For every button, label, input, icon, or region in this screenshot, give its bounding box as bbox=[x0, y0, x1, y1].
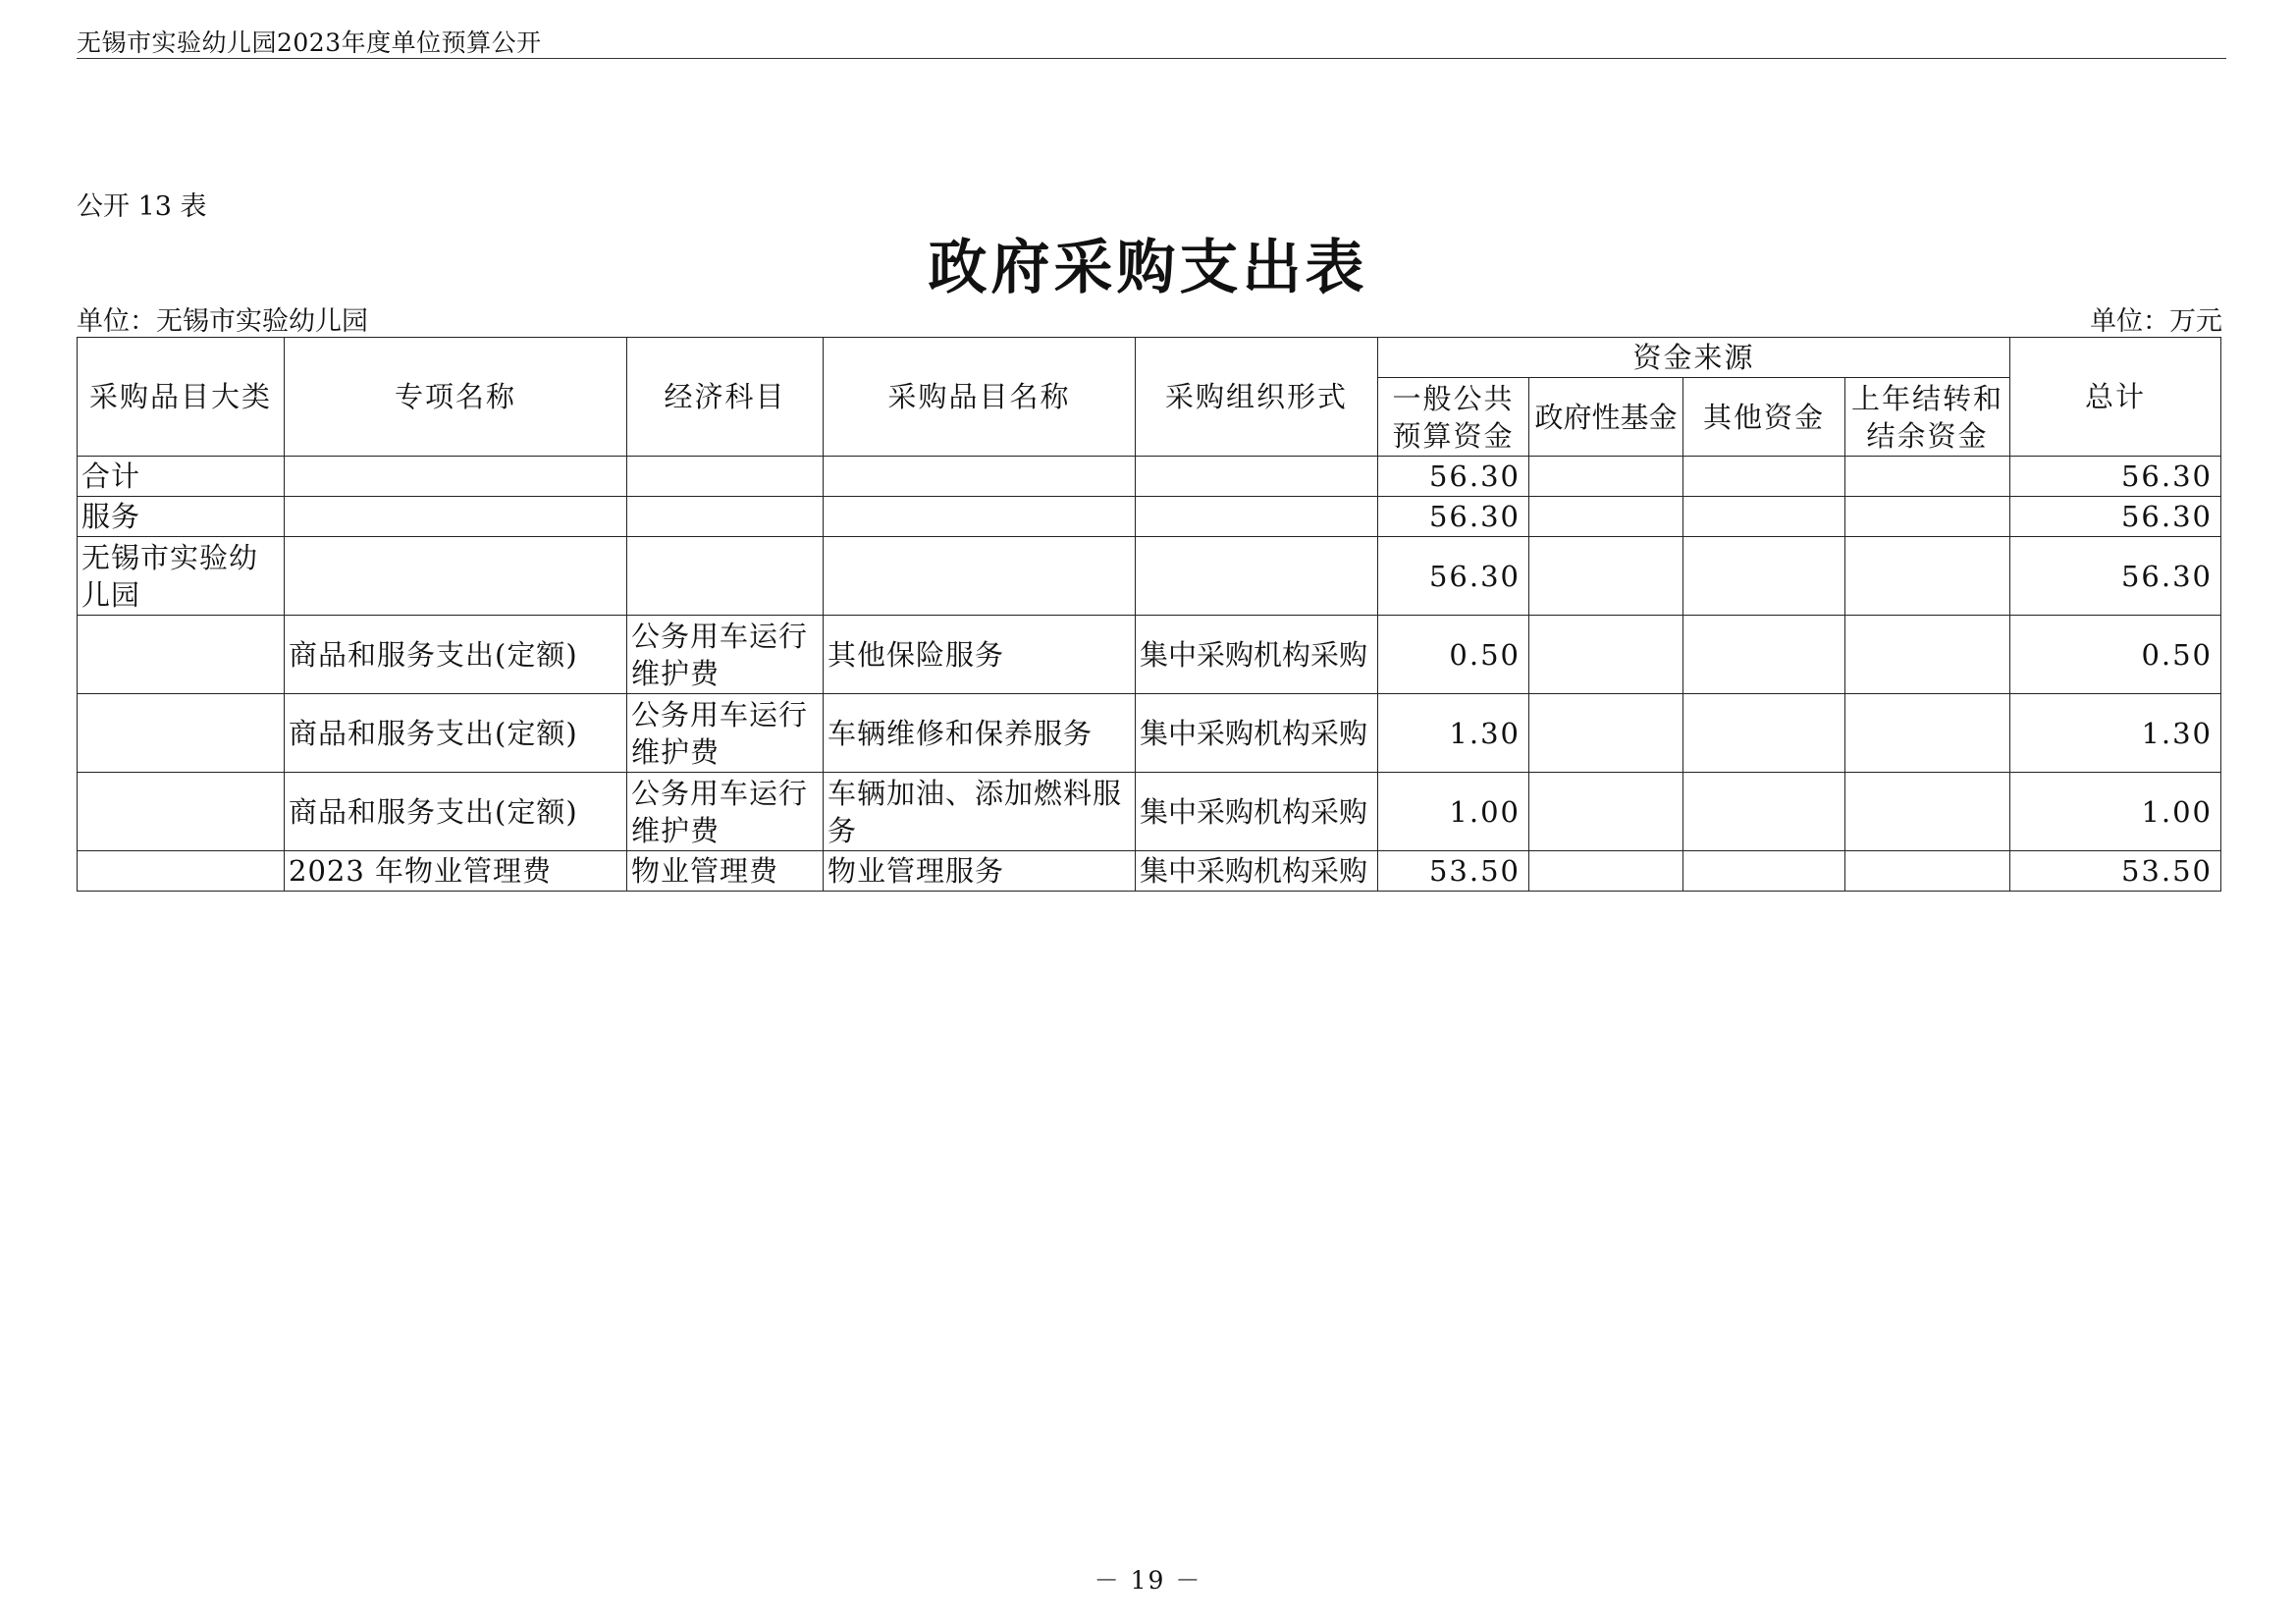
cell-gov-fund bbox=[1529, 773, 1683, 851]
cell-org: 集中采购机构采购 bbox=[1136, 773, 1378, 851]
cell-gov-fund bbox=[1529, 616, 1683, 694]
page-header: 无锡市实验幼儿园2023年度单位预算公开 bbox=[77, 28, 542, 57]
cell-carryover bbox=[1845, 497, 2010, 537]
cell-project bbox=[285, 497, 627, 537]
cell-econ: 物业管理费 bbox=[627, 851, 824, 892]
cell-general: 53.50 bbox=[1378, 851, 1529, 892]
col-header-item: 采购品目名称 bbox=[824, 338, 1136, 457]
cell-carryover bbox=[1845, 773, 2010, 851]
cell-project: 商品和服务支出(定额) bbox=[285, 773, 627, 851]
cell-general: 56.30 bbox=[1378, 497, 1529, 537]
cell-other bbox=[1683, 497, 1845, 537]
cell-econ: 公务用车运行维护费 bbox=[627, 616, 824, 694]
cell-category bbox=[78, 616, 285, 694]
cell-project bbox=[285, 457, 627, 497]
procurement-table bbox=[77, 337, 2221, 892]
cell-org bbox=[1136, 497, 1378, 537]
header-divider bbox=[77, 58, 2226, 59]
cell-project: 商品和服务支出(定额) bbox=[285, 694, 627, 773]
cell-gov-fund bbox=[1529, 537, 1683, 616]
cell-project bbox=[285, 537, 627, 616]
cell-general: 1.30 bbox=[1378, 694, 1529, 773]
cell-other bbox=[1683, 616, 1845, 694]
col-header-carryover: 上年结转和结余资金 bbox=[1845, 378, 2010, 457]
page-number: － 19 － bbox=[1094, 1566, 1202, 1595]
cell-total: 1.30 bbox=[2010, 694, 2221, 773]
cell-carryover bbox=[1845, 616, 2010, 694]
cell-category bbox=[78, 851, 285, 892]
col-header-funds-group: 资金来源 bbox=[1378, 338, 2010, 378]
col-header-gov-fund: 政府性基金 bbox=[1529, 378, 1683, 457]
page-title: 政府采购支出表 bbox=[928, 234, 1368, 302]
cell-general: 56.30 bbox=[1378, 537, 1529, 616]
cell-carryover bbox=[1845, 537, 2010, 616]
cell-other bbox=[1683, 537, 1845, 616]
cell-total: 1.00 bbox=[2010, 773, 2221, 851]
cell-general: 0.50 bbox=[1378, 616, 1529, 694]
cell-econ: 公务用车运行维护费 bbox=[627, 773, 824, 851]
unit-currency: 单位：万元 bbox=[2090, 306, 2222, 337]
table-row bbox=[78, 537, 2221, 616]
cell-econ bbox=[627, 537, 824, 616]
cell-org: 集中采购机构采购 bbox=[1136, 616, 1378, 694]
cell-general: 1.00 bbox=[1378, 773, 1529, 851]
table-row bbox=[78, 694, 2221, 773]
cell-total: 56.30 bbox=[2010, 497, 2221, 537]
cell-general: 56.30 bbox=[1378, 457, 1529, 497]
table-row bbox=[78, 497, 2221, 537]
cell-project: 2023 年物业管理费 bbox=[285, 851, 627, 892]
col-header-econ: 经济科目 bbox=[627, 338, 824, 457]
cell-gov-fund bbox=[1529, 694, 1683, 773]
cell-econ bbox=[627, 497, 824, 537]
cell-item: 物业管理服务 bbox=[824, 851, 1136, 892]
cell-project: 商品和服务支出(定额) bbox=[285, 616, 627, 694]
cell-total: 53.50 bbox=[2010, 851, 2221, 892]
cell-other bbox=[1683, 851, 1845, 892]
table-number: 公开 13 表 bbox=[77, 191, 207, 222]
col-header-org: 采购组织形式 bbox=[1136, 338, 1378, 457]
cell-item bbox=[824, 537, 1136, 616]
cell-gov-fund bbox=[1529, 497, 1683, 537]
cell-category bbox=[78, 694, 285, 773]
cell-item: 车辆加油、添加燃料服务 bbox=[824, 773, 1136, 851]
cell-carryover bbox=[1845, 851, 2010, 892]
cell-gov-fund bbox=[1529, 457, 1683, 497]
table-row bbox=[78, 851, 2221, 892]
cell-item: 其他保险服务 bbox=[824, 616, 1136, 694]
cell-category: 无锡市实验幼儿园 bbox=[78, 537, 285, 616]
cell-item: 车辆维修和保养服务 bbox=[824, 694, 1136, 773]
col-header-category: 采购品目大类 bbox=[78, 338, 285, 457]
table-row bbox=[78, 616, 2221, 694]
cell-org: 集中采购机构采购 bbox=[1136, 851, 1378, 892]
cell-item bbox=[824, 457, 1136, 497]
cell-econ: 公务用车运行维护费 bbox=[627, 694, 824, 773]
cell-category: 合计 bbox=[78, 457, 285, 497]
col-header-other: 其他资金 bbox=[1683, 378, 1845, 457]
cell-total: 56.30 bbox=[2010, 537, 2221, 616]
cell-org bbox=[1136, 537, 1378, 616]
header-row-1 bbox=[78, 338, 2221, 378]
col-header-project: 专项名称 bbox=[285, 338, 627, 457]
col-header-total: 总计 bbox=[2010, 338, 2221, 457]
cell-other bbox=[1683, 457, 1845, 497]
cell-carryover bbox=[1845, 457, 2010, 497]
cell-item bbox=[824, 497, 1136, 537]
cell-total: 0.50 bbox=[2010, 616, 2221, 694]
cell-org: 集中采购机构采购 bbox=[1136, 694, 1378, 773]
table-row bbox=[78, 457, 2221, 497]
unit-organization: 单位：无锡市实验幼儿园 bbox=[77, 306, 368, 337]
cell-category: 服务 bbox=[78, 497, 285, 537]
cell-category bbox=[78, 773, 285, 851]
cell-other bbox=[1683, 773, 1845, 851]
cell-total: 56.30 bbox=[2010, 457, 2221, 497]
cell-carryover bbox=[1845, 694, 2010, 773]
col-header-general: 一般公共预算资金 bbox=[1378, 378, 1529, 457]
cell-gov-fund bbox=[1529, 851, 1683, 892]
table-row bbox=[78, 773, 2221, 851]
cell-econ bbox=[627, 457, 824, 497]
cell-other bbox=[1683, 694, 1845, 773]
cell-org bbox=[1136, 457, 1378, 497]
